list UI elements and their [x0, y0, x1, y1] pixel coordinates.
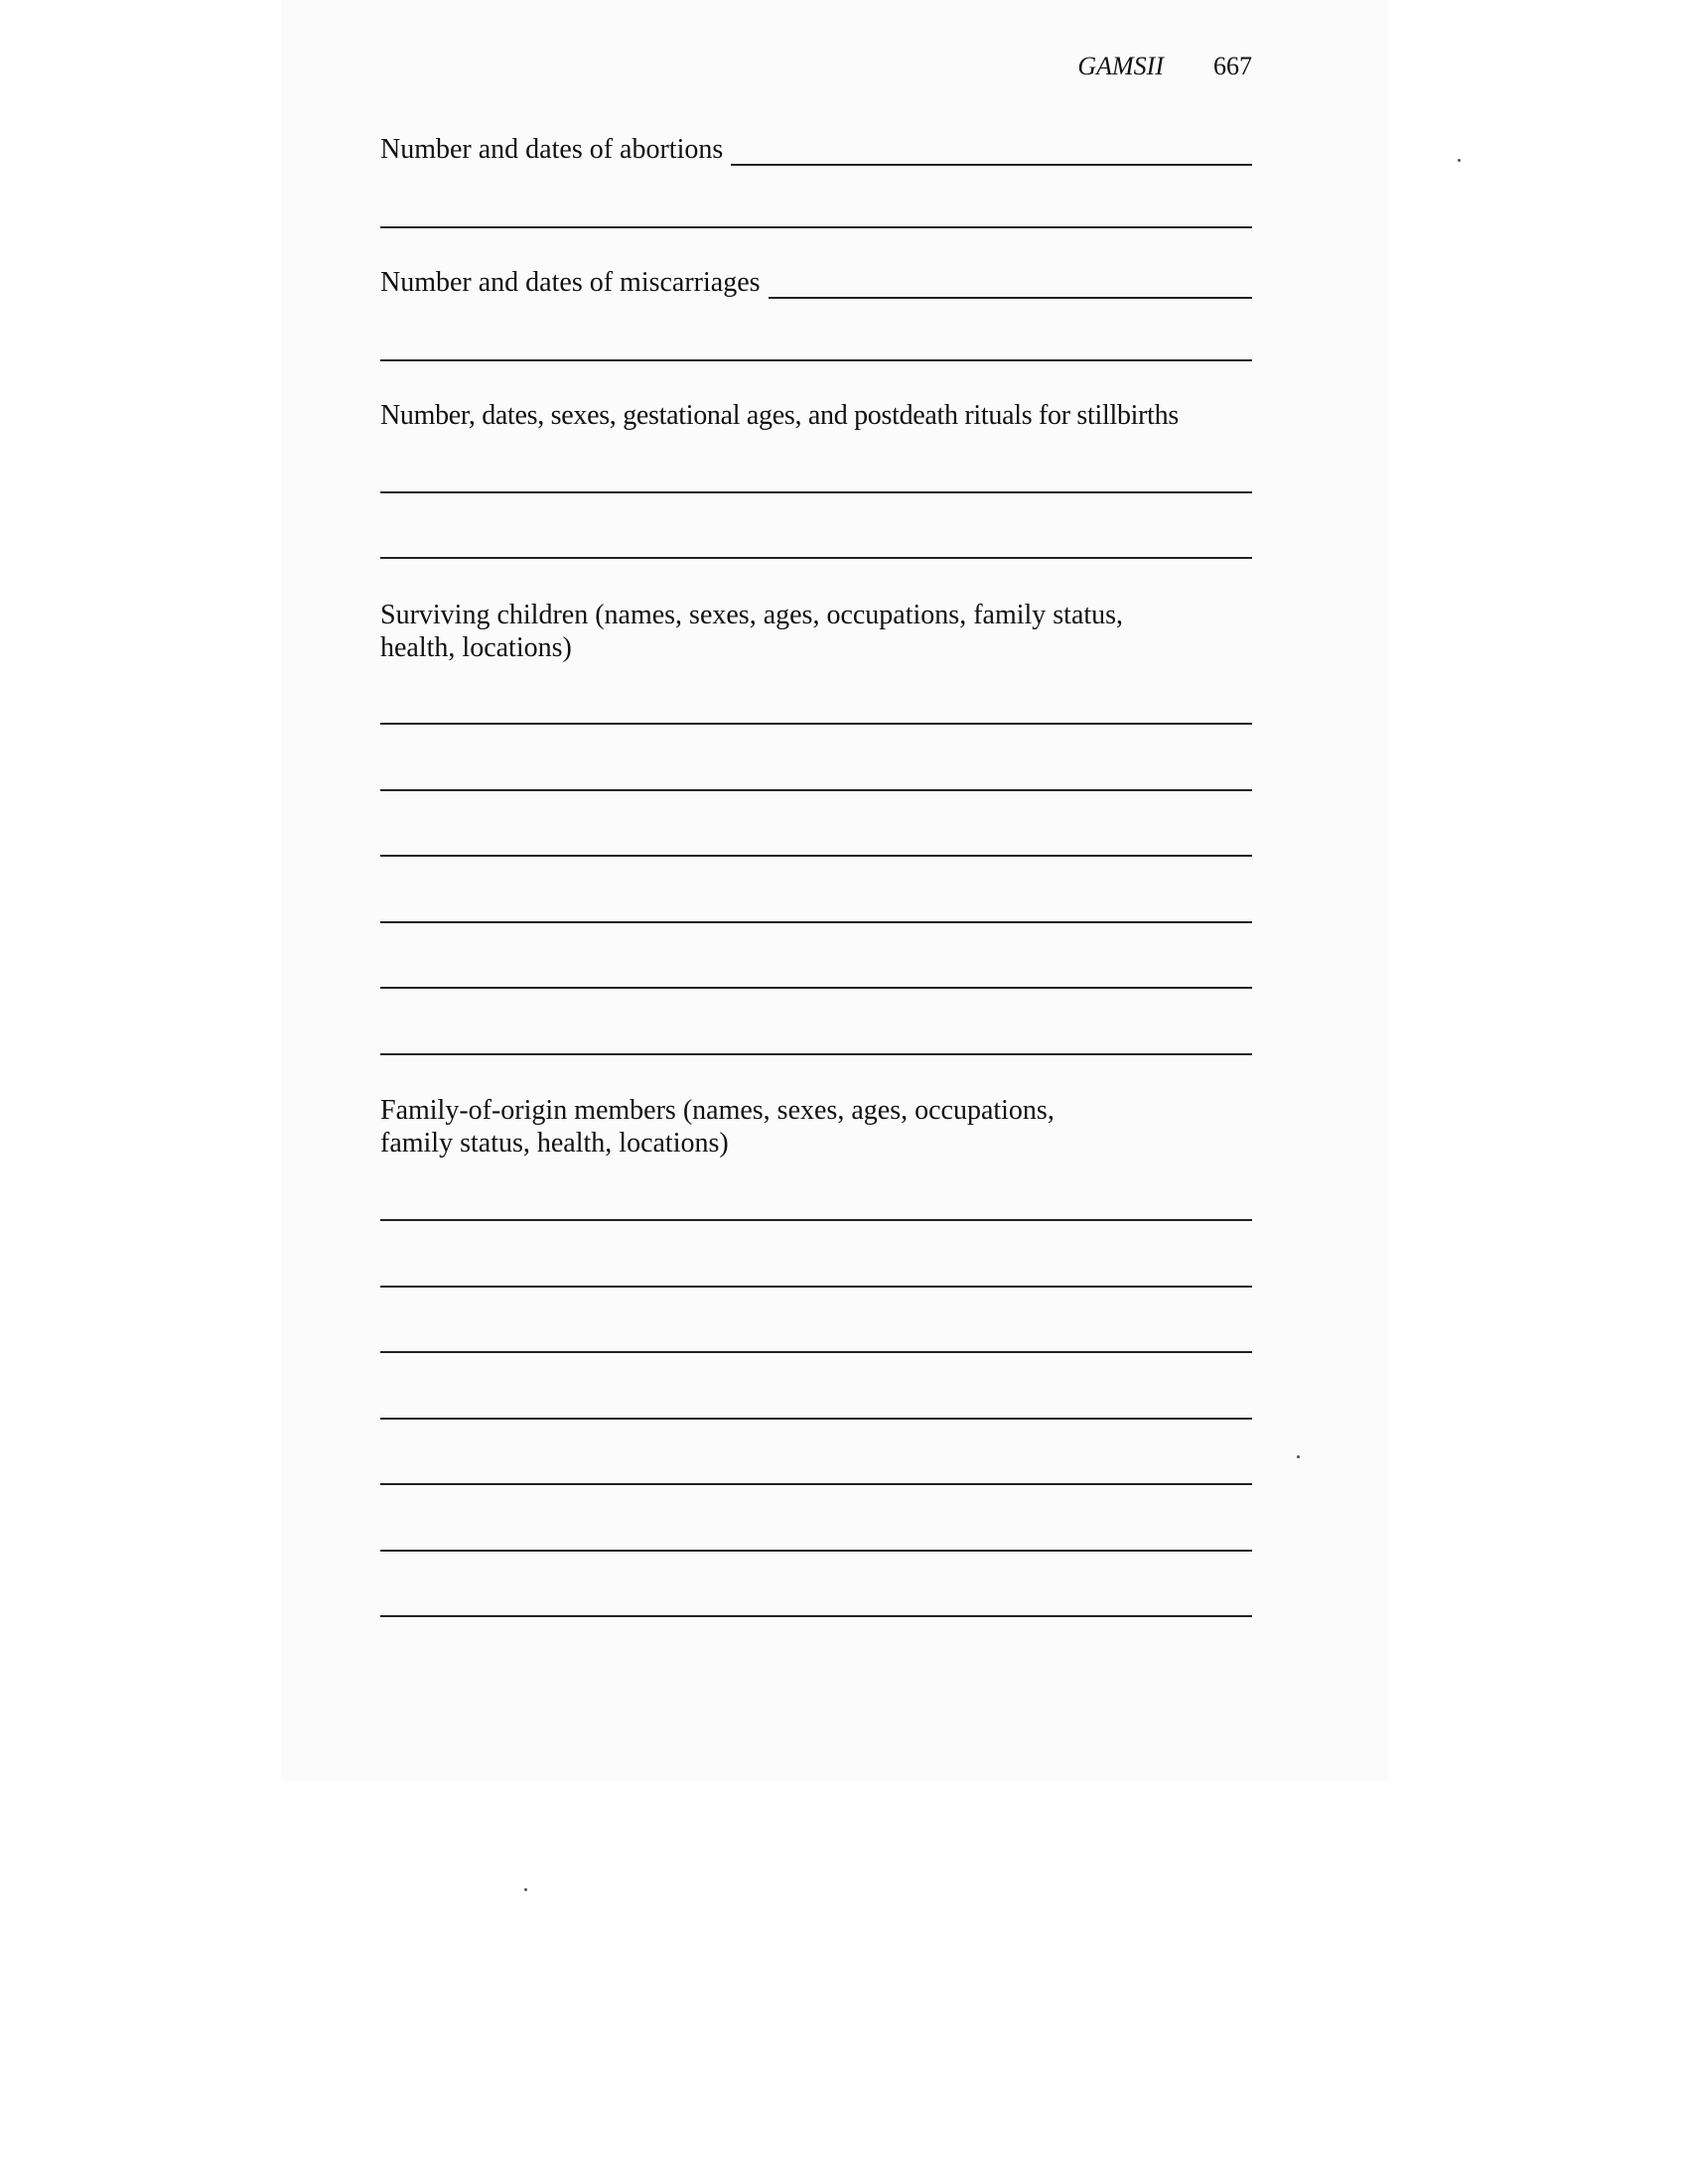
family-origin-label-line-2: family status, health, locations) — [380, 1128, 729, 1159]
stillbirths-line-2[interactable] — [380, 557, 1252, 559]
family-origin-line-5[interactable] — [380, 1483, 1252, 1485]
family-origin-line-4[interactable] — [380, 1418, 1252, 1420]
running-title: GAMSII — [1077, 52, 1164, 80]
family-origin-line-3[interactable] — [380, 1351, 1252, 1353]
page-header — [1077, 52, 1252, 81]
surviving-children-line-4[interactable] — [380, 921, 1252, 923]
family-origin-line-7[interactable] — [380, 1615, 1252, 1617]
miscarriages-blank-line[interactable] — [769, 271, 1252, 299]
surviving-children-line-1[interactable] — [380, 723, 1252, 725]
abortions-field — [380, 133, 1252, 166]
page-number: 667 — [1213, 52, 1252, 80]
family-origin-line-1[interactable] — [380, 1219, 1252, 1221]
abortions-line-2[interactable] — [380, 226, 1252, 228]
surviving-children-label-line-1: Surviving children (names, sexes, ages, occupations, family status, — [380, 600, 1124, 630]
surviving-children-line-3[interactable] — [380, 855, 1252, 857]
surviving-children-line-2[interactable] — [380, 789, 1252, 791]
stillbirths-line-1[interactable] — [380, 491, 1252, 493]
scan-speck — [1297, 1455, 1300, 1458]
family-origin-line-2[interactable] — [380, 1286, 1252, 1288]
family-origin-line-6[interactable] — [380, 1550, 1252, 1552]
scan-speck — [1458, 159, 1461, 162]
stillbirths-label: Number, dates, sexes, gestational ages, and postdeath rituals for stillbirths — [380, 400, 1179, 431]
surviving-children-label-line-2: health, locations) — [380, 632, 572, 663]
scan-speck — [524, 1888, 527, 1891]
abortions-label: Number and dates of abortions — [380, 134, 724, 165]
surviving-children-line-5[interactable] — [380, 987, 1252, 989]
abortions-blank-line[interactable] — [731, 138, 1252, 166]
miscarriages-label: Number and dates of miscarriages — [380, 267, 761, 298]
miscarriages-line-2[interactable] — [380, 359, 1252, 361]
miscarriages-field — [380, 266, 1252, 299]
family-origin-label-line-1: Family-of-origin members (names, sexes, ages, occupations, — [380, 1095, 1055, 1126]
surviving-children-line-6[interactable] — [380, 1053, 1252, 1055]
surviving-children-label — [380, 599, 1252, 664]
family-origin-label — [380, 1094, 1252, 1160]
